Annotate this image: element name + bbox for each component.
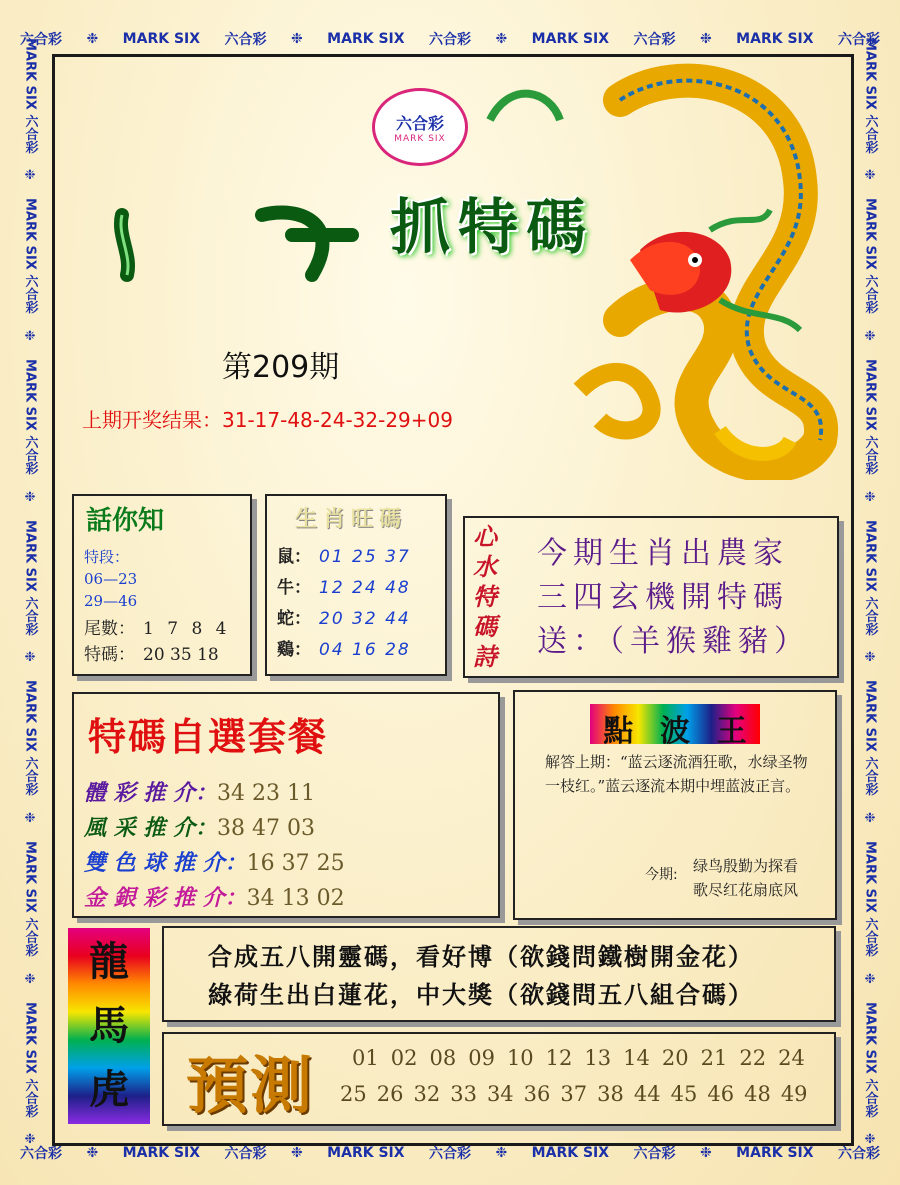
wave-this-label: 今期: [645,867,678,883]
wave-title [590,706,760,750]
zodiac-numbers: 01 25 37 [319,547,411,567]
predict-number: 21 [700,1046,728,1070]
border-text: 六合彩 [838,32,880,48]
border-text: MARK SIX 六合彩 [22,37,38,153]
border-strip-left [16,30,44,1155]
zodiac-animal: 鷄： [277,640,311,660]
border-flower-icon: ❉ [864,1132,876,1148]
border-text: ❉ [699,31,712,47]
predict-number: 08 [429,1046,457,1070]
border-text: MARK SIX 六合彩 [22,1001,38,1118]
package-value: 34 23 11 [216,781,315,806]
predict-number: 12 [545,1046,573,1070]
page-title: 抓特碼 [390,193,594,263]
zodiac-animal: 鼠： [277,547,311,567]
border-text: MARK SIX [736,1145,814,1161]
poem-lines [537,532,810,664]
hint-box [72,494,252,676]
border-text: 六合彩 [224,1146,267,1162]
border-text: MARK SIX 六合彩 [862,680,878,796]
border-text: MARK SIX 六合彩 [862,841,878,957]
border-flower-icon: ❉ [864,168,876,184]
predict-number: 02 [390,1046,418,1070]
package-box [72,692,500,918]
wave-title-char: 王 [716,714,747,749]
hint-line-3: 29—46 [84,592,138,610]
border-flower-icon: ❉ [24,328,36,344]
slogan-box [162,926,836,1022]
wave-line-2: 歌尽红花扇底风 [693,881,799,899]
side-labels [68,930,150,1122]
wave-box [513,690,837,920]
zodiac-title: 生肖旺碼 [295,506,408,532]
zodiac-row [277,604,411,635]
predict-number: 36 [523,1082,551,1106]
zodiac-row [277,573,411,604]
predict-number: 01 [352,1046,379,1070]
predict-number: 32 [413,1082,441,1106]
package-label: 風 采 推 介： [84,815,217,841]
border-text: 六合彩 [20,32,62,48]
side-label: 馬 [89,1002,129,1049]
border-text: MARK SIX 六合彩 [862,198,878,314]
poem-label [473,522,507,672]
zodiac-animal: 蛇： [277,609,311,629]
border-text: 六合彩 [633,1146,676,1162]
tail-value: 1 7 8 4 [143,619,231,639]
border-text: MARK SIX [122,1145,201,1161]
poem-label-char: 特 [473,582,497,611]
border-flower-icon: ❉ [24,650,36,666]
border-text: MARK SIX [122,31,201,47]
predict-number: 37 [560,1082,588,1106]
tail-label: 尾數： [84,619,135,639]
border-strip-top [0,24,900,54]
predict-number: 49 [780,1082,808,1106]
wave-title-char: 波 [659,714,690,749]
package-value: 16 37 25 [246,851,345,876]
title-ornament [62,195,362,285]
border-flower-icon: ❉ [24,489,36,505]
border-text: MARK SIX 六合彩 [22,519,38,636]
border-text: MARK SIX 六合彩 [22,841,38,957]
border-text: MARK SIX [736,31,814,47]
border-text: 六合彩 [838,1146,880,1162]
border-text: ❉ [495,1145,508,1161]
border-text: 六合彩 [20,1146,62,1162]
predict-number: 24 [778,1046,805,1070]
poem-label-char: 碼 [473,612,497,641]
logo-main-text: 六合彩 [395,113,444,133]
poem-label-char: 心 [473,522,497,551]
zodiac-numbers: 04 16 28 [319,640,411,660]
poem-label-char: 水 [473,552,497,581]
slogan-1: 合成五八開靈碼，看好博（欲錢問鐵樹開金花） [208,942,754,971]
predict-number: 14 [623,1046,650,1070]
border-text: ❉ [290,31,303,47]
poem-line: 送：（羊猴雞豬） [537,624,810,659]
hint-line-1: 特段： [84,548,130,566]
package-label: 金 銀 彩 推 介： [84,885,247,911]
package-value: 34 13 02 [246,886,345,911]
zodiac-row [277,542,411,573]
package-value: 38 47 03 [216,816,315,841]
logo-sub-text: MARK SIX [394,133,446,144]
zodiac-numbers: 12 24 48 [319,578,411,598]
last-result: 上期开奖结果：31-17-48-24-32-29+09 [82,408,453,432]
poem-line: 今期生肖出農家 [537,536,789,571]
predict-box [162,1032,836,1126]
border-text: MARK SIX 六合彩 [862,1001,878,1118]
dragon-illustration [470,60,850,480]
border-text: 六合彩 [429,32,471,48]
hint-line-2: 06—23 [84,570,138,588]
zodiac-row [277,635,411,666]
wave-line-1: 绿鸟殷勤为探看 [693,857,799,875]
border-text: MARK SIX [531,31,610,47]
poem-label-char: 詩 [473,642,497,671]
border-flower-icon: ❉ [24,971,36,987]
package-label: 雙 色 球 推 介： [84,850,247,876]
border-text: ❉ [86,31,99,47]
border-flower-icon: ❉ [864,810,876,826]
border-flower-icon: ❉ [864,489,876,505]
predict-number: 26 [376,1082,404,1106]
predict-number: 34 [486,1082,514,1106]
border-flower-icon: ❉ [24,168,36,184]
poem-box [463,516,839,678]
predict-number: 22 [739,1046,767,1070]
border-text: MARK SIX 六合彩 [22,358,38,475]
border-flower-icon: ❉ [24,1132,36,1148]
predict-number: 13 [584,1046,612,1070]
border-text: MARK SIX 六合彩 [22,198,38,314]
predict-number: 38 [597,1082,624,1106]
predict-row-2 [340,1082,808,1106]
wave-title-char: 點 [603,714,634,749]
zodiac-list [277,542,411,666]
border-flower-icon: ❉ [864,650,876,666]
border-text: 六合彩 [633,32,676,48]
predict-row-1 [352,1046,805,1070]
mark-six-logo [372,88,468,166]
hint-title: 話你知 [86,506,165,536]
border-text: ❉ [699,1145,712,1161]
predict-number: 20 [661,1046,689,1070]
predict-number: 48 [744,1082,771,1106]
border-text: 六合彩 [224,32,267,48]
border-text: 六合彩 [429,1146,471,1162]
border-text: ❉ [495,31,508,47]
slogan-2: 綠荷生出白蓮花，中大獎（欲錢問五八組合碼） [208,980,754,1009]
zodiac-animal: 牛： [277,578,311,598]
package-title: 特碼自選套餐 [88,714,329,759]
predict-number: 25 [340,1082,367,1106]
border-flower-icon: ❉ [864,971,876,987]
zodiac-numbers: 20 32 44 [319,609,411,629]
border-text: MARK SIX [327,31,405,47]
wave-answer: 解答上期：“蓝云逐流酒狂歌，水绿圣物一枝红。”蓝云逐流本期中埋蓝波正言。 [545,753,808,795]
border-flower-icon: ❉ [864,328,876,344]
border-text: MARK SIX 六合彩 [862,37,878,153]
special-label: 特碼： [84,645,135,665]
package-row [84,881,345,916]
predict-number: 46 [707,1082,735,1106]
side-label: 龍 [89,938,129,985]
special-value: 20 35 18 [143,645,219,665]
poem-line: 三四玄機開特碼 [537,580,789,615]
package-list [84,776,345,916]
border-text: MARK SIX 六合彩 [862,519,878,636]
border-text: MARK SIX [531,1145,610,1161]
package-row [84,811,345,846]
predict-number: 33 [450,1082,477,1106]
border-flower-icon: ❉ [24,810,36,826]
predict-number: 45 [670,1082,698,1106]
package-row [84,776,345,811]
issue-number: 第209期 [222,350,340,385]
package-label: 體 彩 推 介： [84,780,217,806]
border-text: ❉ [290,1145,303,1161]
predict-label: 預測 [186,1049,315,1122]
predict-number: 09 [468,1046,495,1070]
border-text: MARK SIX [327,1145,405,1161]
border-text: ❉ [86,1145,99,1161]
side-label: 虎 [89,1066,129,1113]
package-row [84,846,345,881]
zodiac-box [265,494,447,676]
border-text: MARK SIX 六合彩 [22,680,38,796]
border-text: MARK SIX 六合彩 [862,358,878,475]
border-strip-right [856,30,884,1155]
predict-number: 44 [633,1082,661,1106]
predict-number: 10 [506,1046,534,1070]
